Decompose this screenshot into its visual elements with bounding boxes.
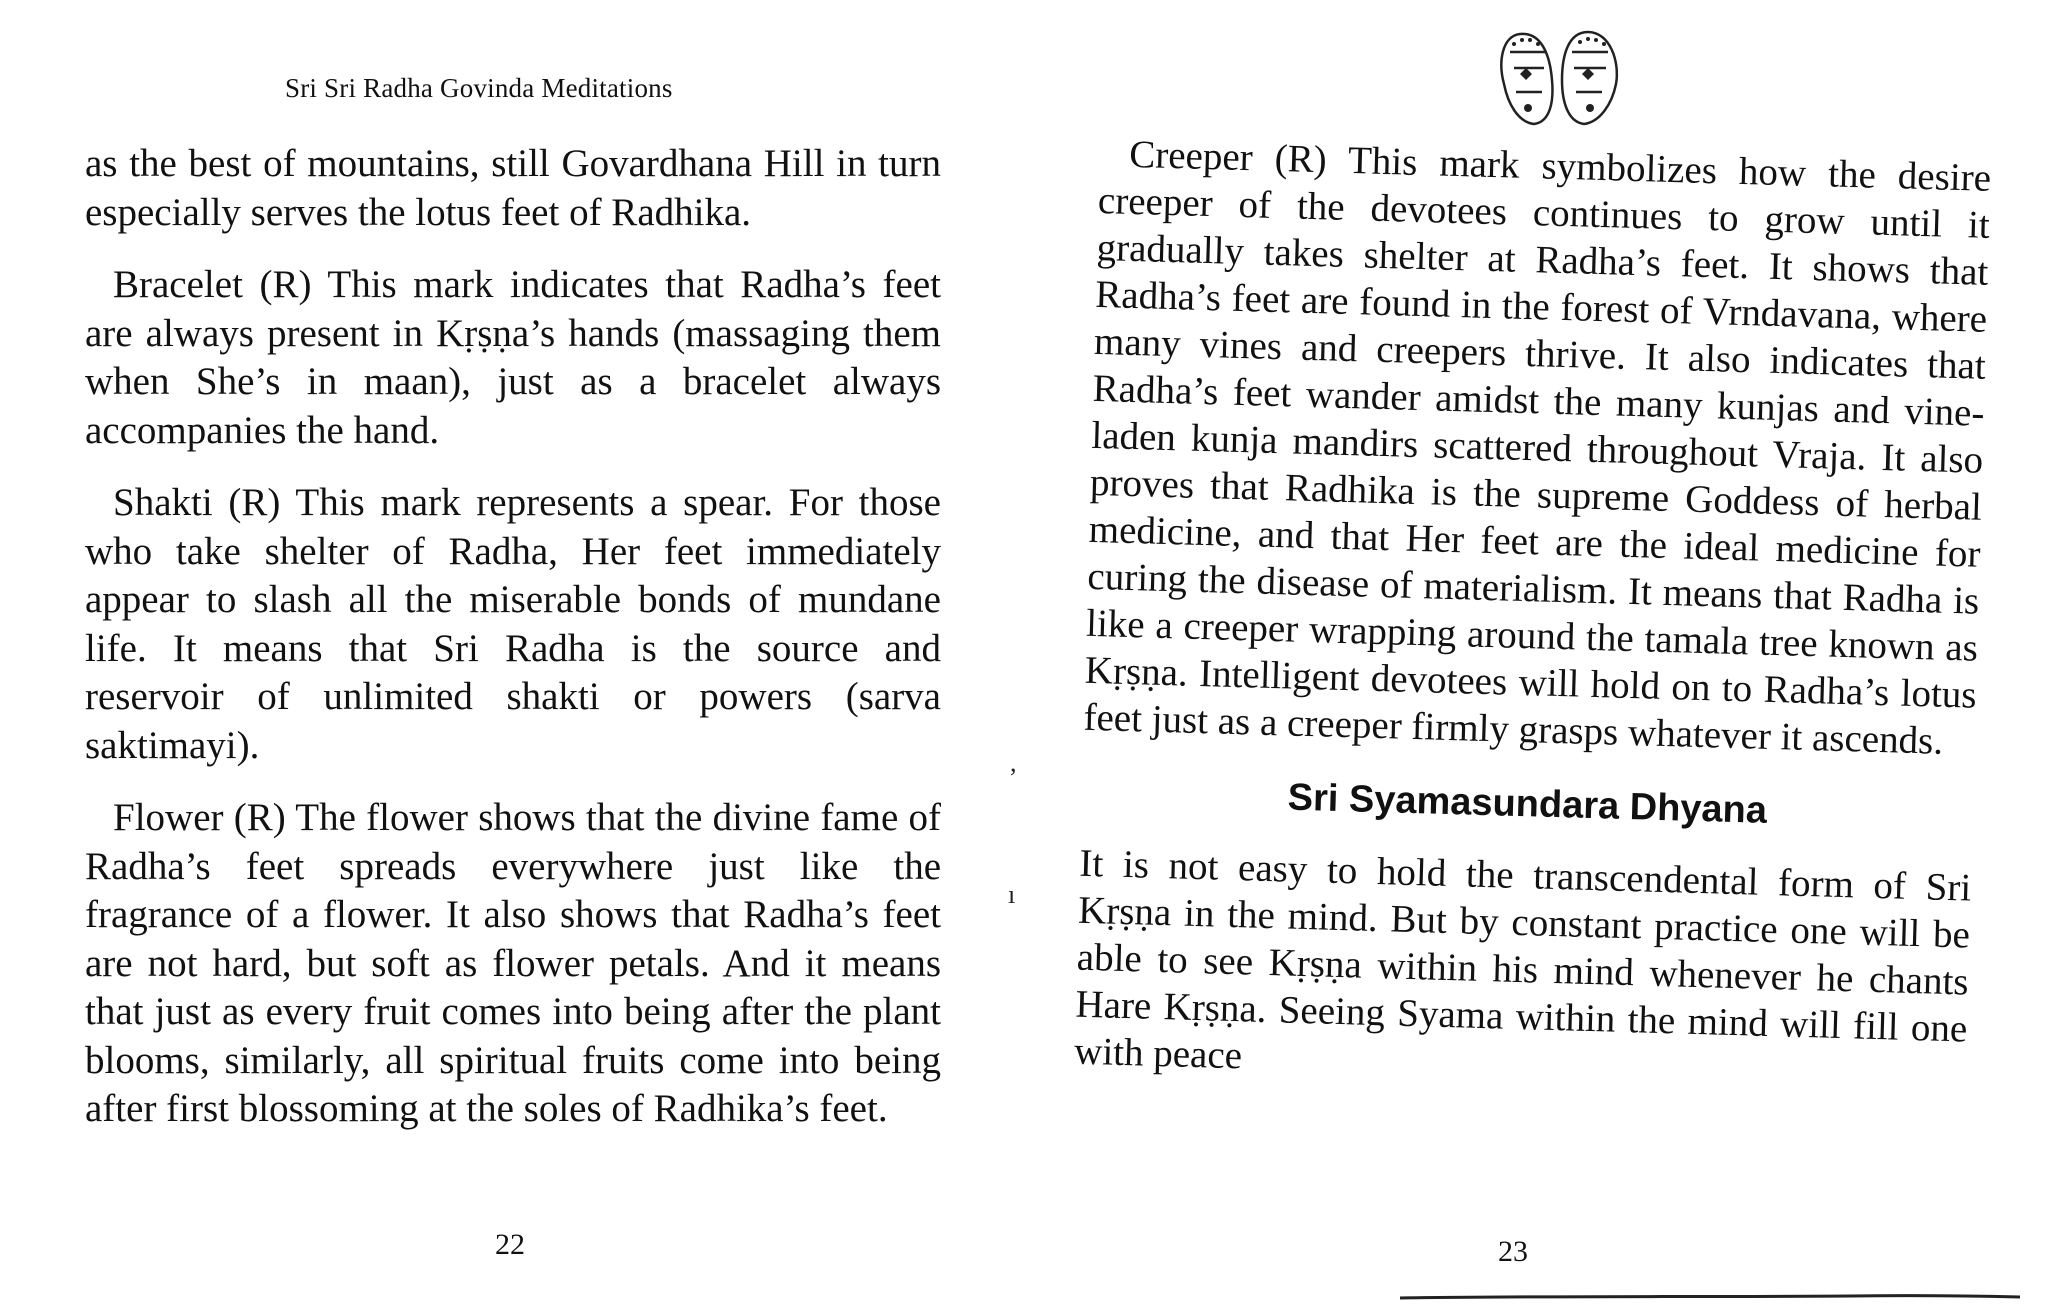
margin-speck: ,: [1010, 748, 1017, 777]
page-number-left: 22: [495, 1228, 525, 1261]
page-number-right: 23: [1498, 1235, 1528, 1268]
paragraph-creeper: Creeper (R) This mark symbolizes how the desire creeper of the devotees continues to grow until it gradually takes shelter at Radha’s feet. It shows that Radha’s feet are found in the forest of Vrndavana, where many vines and creepers thrive. It also indicates that Radha’s feet wander amidst the many kunjas and vine-laden kunja mandirs scattered throughout Vraja. It also proves that Radhika is the supreme Goddess of herbal medicine, and that Her feet are the ideal medicine for curing the disease of materialism. It means that Radha is like a creeper wrapping around the tamala tree known as Kṛṣṇa. Intelligent devotees will hold on to Radha’s lotus feet just as a creeper firmly grasps whatever it ascends.: [1082, 132, 1992, 763]
lotus-feet-emblem-icon: [1490, 22, 1630, 132]
right-page: [1060, 0, 2048, 1314]
paragraph-govardhana: as the best of mountains, still Govardhana Hill in turn especially serves the lotus feet of Radhika.: [85, 142, 941, 234]
margin-speck: ı: [1008, 880, 1016, 909]
section-heading: Sri Syamasundara Dhyana: [1287, 776, 1768, 832]
left-page-body: [85, 140, 941, 1158]
running-head: Sri Sri Radha Govinda Meditations: [285, 73, 673, 103]
left-page: [0, 0, 1000, 1314]
paragraph-shakti: Shakti (R) This mark represents a spear. For those who take shelter of Radha, Her feet immediately appear to slash all the miserable bonds of mundane life. It means that Sri Radha is the source and reservoir of unlimited shakti or powers (sarva saktimayi).: [85, 481, 941, 767]
scan-edge-streak: [1400, 1294, 2020, 1300]
right-page-body: [1074, 130, 1992, 1100]
paragraph-flower: Flower (R) The flower shows that the divine fame of Radha’s feet spreads everywhere just like the fragrance of a flower. It also shows that Radha’s feet are not hard, but soft as flower petals. And it means that just as every fruit comes into being after the plant blooms, similarly, all spiritual fruits come into being after first blossoming at the soles of Radhika’s feet.: [85, 796, 941, 1130]
paragraph-bracelet: Bracelet (R) This mark indicates that Radha’s feet are always present in Kṛṣṇa’s hands (massaging them when She’s in maan), just as a bracelet always accompanies the hand.: [85, 263, 941, 452]
paragraph-syamasundara: It is not easy to hold the transcendental form of Sri Kṛṣṇa in the mind. But by constant practice one will be able to see Kṛṣṇa within his mind whenever he chants Hare Kṛṣṇa. Seeing Syama within the mind will fill one with peace: [1073, 841, 1972, 1078]
